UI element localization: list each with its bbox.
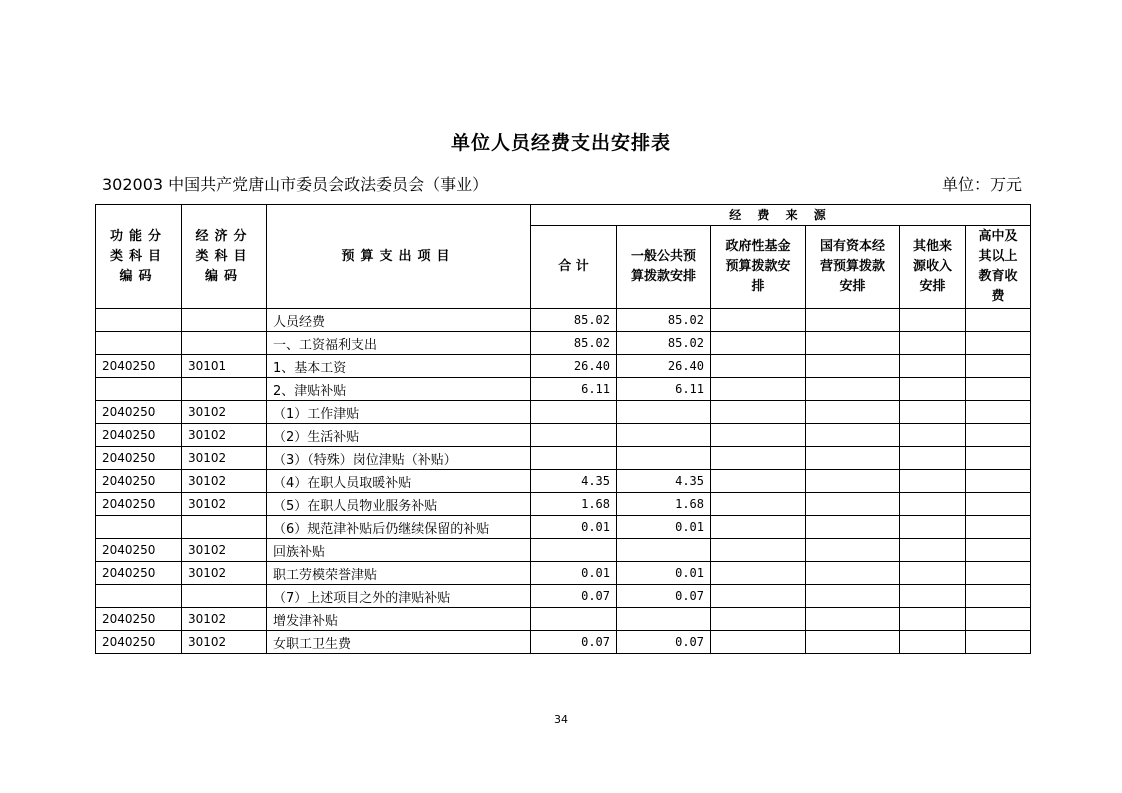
cell-econ-code: 30101	[182, 355, 267, 378]
table-row	[96, 447, 1031, 470]
cell-other	[900, 424, 966, 447]
cell-state-capital	[806, 309, 900, 332]
cell-total: 6.11	[531, 378, 617, 401]
cell-total	[531, 447, 617, 470]
cell-state-capital	[806, 401, 900, 424]
cell-general: 0.01	[617, 516, 711, 539]
cell-func-code: 2040250	[96, 355, 182, 378]
table-row	[96, 470, 1031, 493]
table-row	[96, 493, 1031, 516]
table-row	[96, 516, 1031, 539]
cell-total	[531, 539, 617, 562]
cell-econ-code: 30102	[182, 562, 267, 585]
header-higher-edu: 高中及其以上教育收费	[966, 226, 1031, 309]
cell-other	[900, 378, 966, 401]
cell-gov-fund	[711, 332, 806, 355]
cell-item: 回族补贴	[267, 539, 531, 562]
cell-item: 2、津贴补贴	[267, 378, 531, 401]
cell-item: 1、基本工资	[267, 355, 531, 378]
cell-item: 一、工资福利支出	[267, 332, 531, 355]
cell-econ-code: 30102	[182, 631, 267, 654]
cell-total: 85.02	[531, 309, 617, 332]
cell-econ-code: 30102	[182, 608, 267, 631]
cell-gov-fund	[711, 355, 806, 378]
cell-general: 0.07	[617, 631, 711, 654]
cell-other	[900, 585, 966, 608]
cell-other	[900, 539, 966, 562]
cell-total: 4.35	[531, 470, 617, 493]
cell-higher-edu	[966, 493, 1031, 516]
organization-label: 302003 中国共产党唐山市委员会政法委员会（事业）	[102, 175, 489, 194]
cell-general: 85.02	[617, 309, 711, 332]
cell-higher-edu	[966, 516, 1031, 539]
cell-total: 85.02	[531, 332, 617, 355]
table-row	[96, 631, 1031, 654]
cell-total: 1.68	[531, 493, 617, 516]
cell-total	[531, 401, 617, 424]
cell-gov-fund	[711, 447, 806, 470]
cell-func-code	[96, 378, 182, 401]
cell-gov-fund	[711, 401, 806, 424]
cell-item: 人员经费	[267, 309, 531, 332]
cell-item: （6）规范津补贴后仍继续保留的补贴	[267, 516, 531, 539]
cell-func-code: 2040250	[96, 470, 182, 493]
cell-total	[531, 608, 617, 631]
cell-general: 0.01	[617, 562, 711, 585]
cell-higher-edu	[966, 309, 1031, 332]
cell-gov-fund	[711, 631, 806, 654]
cell-total	[531, 424, 617, 447]
cell-econ-code: 30102	[182, 401, 267, 424]
cell-func-code: 2040250	[96, 424, 182, 447]
cell-state-capital	[806, 378, 900, 401]
cell-other	[900, 631, 966, 654]
cell-other	[900, 332, 966, 355]
cell-total: 0.07	[531, 585, 617, 608]
table-row	[96, 355, 1031, 378]
header-total: 合 计	[531, 226, 617, 309]
cell-state-capital	[806, 332, 900, 355]
header-econ-code: 经济分类科目编码	[182, 205, 267, 309]
cell-state-capital	[806, 585, 900, 608]
cell-state-capital	[806, 631, 900, 654]
cell-func-code: 2040250	[96, 631, 182, 654]
cell-higher-edu	[966, 424, 1031, 447]
cell-general: 0.07	[617, 585, 711, 608]
cell-gov-fund	[711, 516, 806, 539]
cell-func-code: 2040250	[96, 401, 182, 424]
cell-higher-edu	[966, 447, 1031, 470]
cell-func-code	[96, 332, 182, 355]
table-row	[96, 562, 1031, 585]
cell-item: 女职工卫生费	[267, 631, 531, 654]
cell-higher-edu	[966, 401, 1031, 424]
cell-higher-edu	[966, 355, 1031, 378]
cell-state-capital	[806, 424, 900, 447]
cell-func-code: 2040250	[96, 493, 182, 516]
cell-higher-edu	[966, 631, 1031, 654]
cell-general: 1.68	[617, 493, 711, 516]
header-item: 预算支出项目	[267, 205, 531, 309]
cell-func-code: 2040250	[96, 447, 182, 470]
cell-gov-fund	[711, 424, 806, 447]
table-row	[96, 585, 1031, 608]
cell-state-capital	[806, 562, 900, 585]
cell-gov-fund	[711, 493, 806, 516]
cell-func-code: 2040250	[96, 608, 182, 631]
header-other: 其他来源收入安排	[900, 226, 966, 309]
cell-state-capital	[806, 516, 900, 539]
cell-gov-fund	[711, 562, 806, 585]
table-row	[96, 539, 1031, 562]
header-state-capital: 国有资本经营预算拨款安排	[806, 226, 900, 309]
table-row	[96, 401, 1031, 424]
cell-econ-code: 30102	[182, 470, 267, 493]
cell-state-capital	[806, 470, 900, 493]
cell-item: （2）生活补贴	[267, 424, 531, 447]
cell-econ-code	[182, 309, 267, 332]
cell-general	[617, 424, 711, 447]
table-row	[96, 332, 1031, 355]
cell-higher-edu	[966, 539, 1031, 562]
cell-econ-code: 30102	[182, 539, 267, 562]
cell-econ-code	[182, 332, 267, 355]
cell-general	[617, 608, 711, 631]
cell-item: （1）工作津贴	[267, 401, 531, 424]
cell-higher-edu	[966, 585, 1031, 608]
cell-func-code	[96, 585, 182, 608]
cell-state-capital	[806, 608, 900, 631]
cell-general	[617, 447, 711, 470]
cell-higher-edu	[966, 562, 1031, 585]
cell-total: 0.01	[531, 562, 617, 585]
cell-other	[900, 355, 966, 378]
cell-other	[900, 516, 966, 539]
header-gov-fund: 政府性基金预算拨款安排	[711, 226, 806, 309]
cell-state-capital	[806, 355, 900, 378]
cell-higher-edu	[966, 332, 1031, 355]
cell-total: 0.01	[531, 516, 617, 539]
cell-item: （7）上述项目之外的津贴补贴	[267, 585, 531, 608]
cell-other	[900, 493, 966, 516]
cell-gov-fund	[711, 585, 806, 608]
cell-gov-fund	[711, 378, 806, 401]
cell-econ-code: 30102	[182, 424, 267, 447]
cell-state-capital	[806, 493, 900, 516]
cell-item: 增发津补贴	[267, 608, 531, 631]
cell-item: （3）（特殊）岗位津贴（补贴）	[267, 447, 531, 470]
cell-general: 6.11	[617, 378, 711, 401]
cell-other	[900, 470, 966, 493]
header-source-group: 经 费 来 源	[531, 205, 1031, 226]
cell-general	[617, 539, 711, 562]
cell-other	[900, 401, 966, 424]
cell-state-capital	[806, 539, 900, 562]
cell-func-code	[96, 516, 182, 539]
page-title: 单位人员经费支出安排表	[450, 132, 671, 154]
table-row	[96, 378, 1031, 401]
cell-other	[900, 447, 966, 470]
cell-econ-code	[182, 516, 267, 539]
cell-econ-code: 30102	[182, 447, 267, 470]
cell-total: 0.07	[531, 631, 617, 654]
cell-higher-edu	[966, 378, 1031, 401]
cell-econ-code: 30102	[182, 493, 267, 516]
cell-higher-edu	[966, 470, 1031, 493]
table-row	[96, 608, 1031, 631]
cell-total: 26.40	[531, 355, 617, 378]
cell-general: 85.02	[617, 332, 711, 355]
header-func-code: 功能分类科目编码	[96, 205, 182, 309]
cell-gov-fund	[711, 470, 806, 493]
cell-other	[900, 309, 966, 332]
cell-func-code: 2040250	[96, 562, 182, 585]
cell-econ-code	[182, 585, 267, 608]
table-row	[96, 424, 1031, 447]
page-number: 34	[554, 713, 568, 726]
cell-econ-code	[182, 378, 267, 401]
cell-func-code: 2040250	[96, 539, 182, 562]
cell-item: 职工劳模荣誉津贴	[267, 562, 531, 585]
cell-general	[617, 401, 711, 424]
cell-func-code	[96, 309, 182, 332]
cell-item: （4）在职人员取暖补贴	[267, 470, 531, 493]
cell-general: 4.35	[617, 470, 711, 493]
cell-gov-fund	[711, 608, 806, 631]
cell-item: （5）在职人员物业服务补贴	[267, 493, 531, 516]
budget-table	[95, 204, 1031, 654]
table-row	[96, 309, 1031, 332]
cell-gov-fund	[711, 309, 806, 332]
cell-gov-fund	[711, 539, 806, 562]
cell-state-capital	[806, 447, 900, 470]
cell-higher-edu	[966, 608, 1031, 631]
unit-label: 单位：万元	[941, 175, 1022, 194]
header-general: 一般公共预算拨款安排	[617, 226, 711, 309]
cell-general: 26.40	[617, 355, 711, 378]
cell-other	[900, 562, 966, 585]
cell-other	[900, 608, 966, 631]
